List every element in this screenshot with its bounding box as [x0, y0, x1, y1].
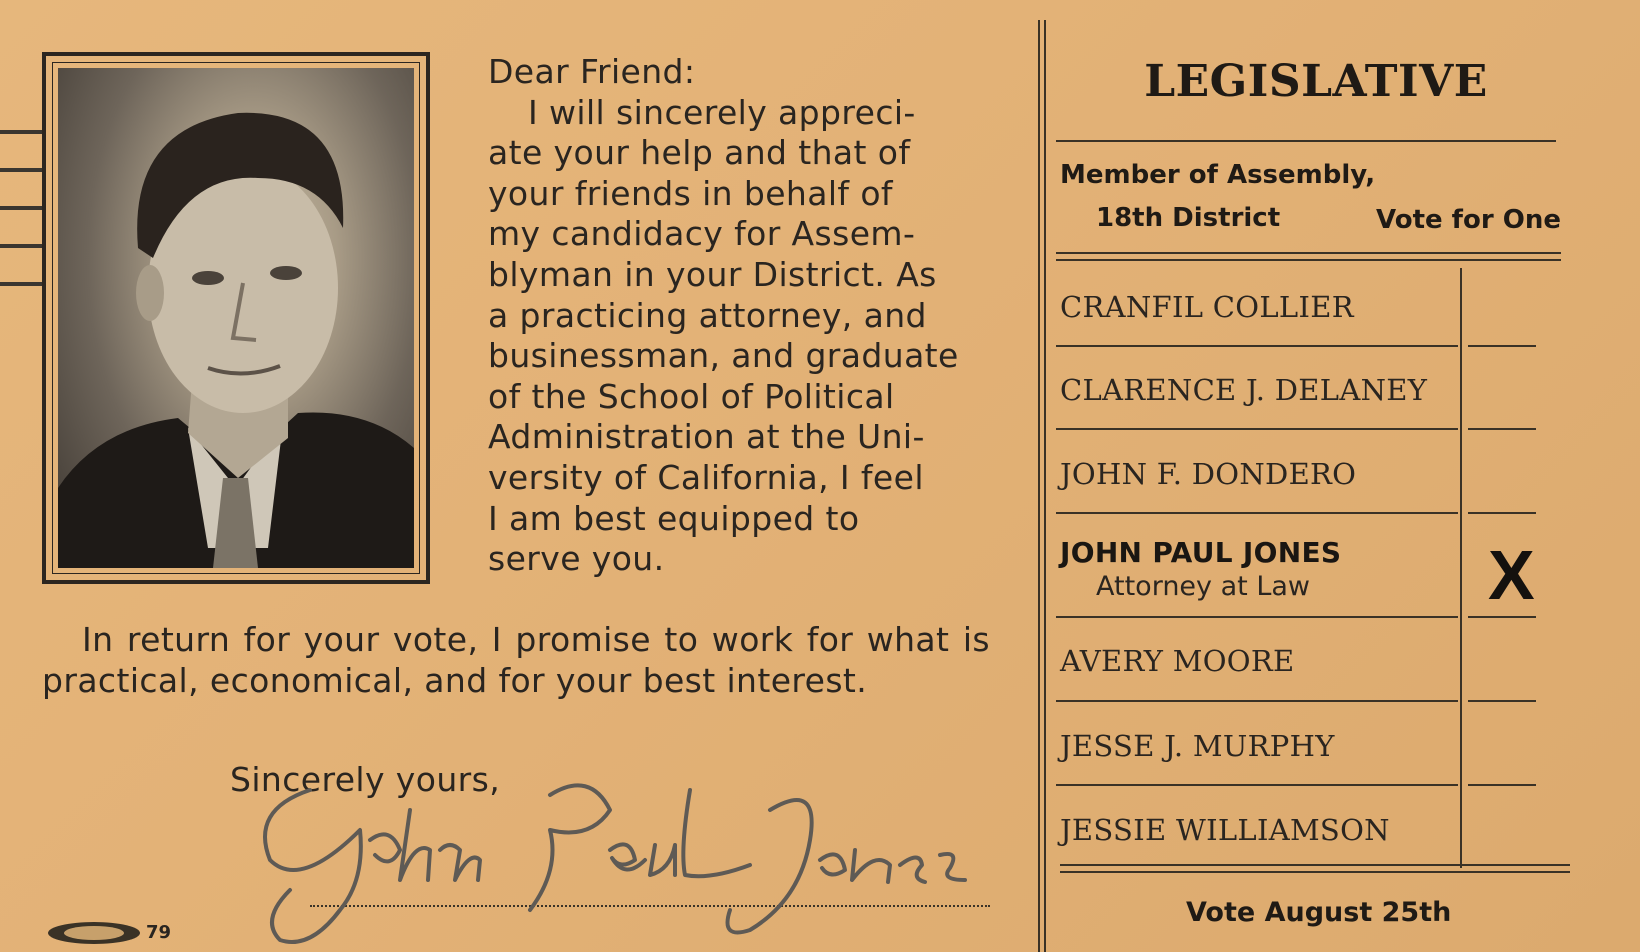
- candidate-photo: [58, 68, 414, 568]
- ballot-rule: [1060, 864, 1570, 866]
- mark-column-divider: [1460, 268, 1462, 868]
- row-rule: [1056, 700, 1458, 702]
- election-date: Vote August 25th: [1186, 897, 1452, 928]
- office-name: Member of Assembly,: [1060, 160, 1376, 190]
- signature-image: [250, 770, 970, 950]
- district-name: 18th District: [1096, 203, 1281, 233]
- print-number: 79: [146, 922, 172, 943]
- ballot-rule: [1056, 259, 1561, 261]
- divider-rule: [1044, 20, 1046, 952]
- sample-ballot: [1056, 0, 1576, 952]
- candidate-photo-frame: [42, 52, 430, 584]
- row-rule: [1056, 512, 1458, 514]
- candidate-name: JESSE J. MURPHY: [1060, 729, 1335, 763]
- divider-rule: [1038, 20, 1040, 952]
- candidate-name: JOHN F. DONDERO: [1060, 457, 1357, 491]
- ballot-rule: [1056, 252, 1561, 254]
- row-rule: [1056, 616, 1458, 618]
- row-rule: [1468, 345, 1536, 347]
- row-rule: [1056, 428, 1458, 430]
- letter-greeting: Dear Friend:: [488, 52, 696, 91]
- row-rule: [1468, 616, 1536, 618]
- candidate-name: AVERY MOORE: [1060, 644, 1295, 678]
- ballot-rule: [1060, 871, 1570, 873]
- letter-closing: In return for your vote, I promise to work for what is practical, economical, and for your best interest.: [42, 620, 990, 700]
- union-label-logo: [46, 920, 142, 946]
- candidate-name: JESSIE WILLIAMSON: [1060, 813, 1390, 847]
- ballot-rule: [1056, 140, 1556, 142]
- row-rule: [1468, 784, 1536, 786]
- vote-instruction: Vote for One: [1376, 205, 1561, 235]
- ballot-mark: X: [1488, 536, 1535, 614]
- postmark-cancel-lines: [0, 130, 44, 320]
- row-rule: [1056, 784, 1458, 786]
- letter-body: I will sincerely appreci- ate your help and that of your friends in behalf of my candidacy for Assem- blyman in your District. As a practicing attorney, and businessman, and graduate of the School of Political Administration at the Uni- versity of California, I feel I am best equipped to serve you.: [488, 92, 959, 579]
- row-rule: [1468, 428, 1536, 430]
- candidate-name: CRANFIL COLLIER: [1060, 290, 1354, 324]
- ballot-title: LEGISLATIVE: [1144, 56, 1488, 107]
- letter-signoff: Sincerely yours,: [230, 760, 501, 799]
- row-rule: [1468, 512, 1536, 514]
- candidate-subtitle: Attorney at Law: [1096, 571, 1310, 602]
- candidate-name: CLARENCE J. DELANEY: [1060, 373, 1428, 407]
- row-rule: [1468, 700, 1536, 702]
- candidate-name-selected: JOHN PAUL JONES: [1060, 536, 1342, 569]
- letter-text: [488, 52, 990, 580]
- row-rule: [1056, 345, 1458, 347]
